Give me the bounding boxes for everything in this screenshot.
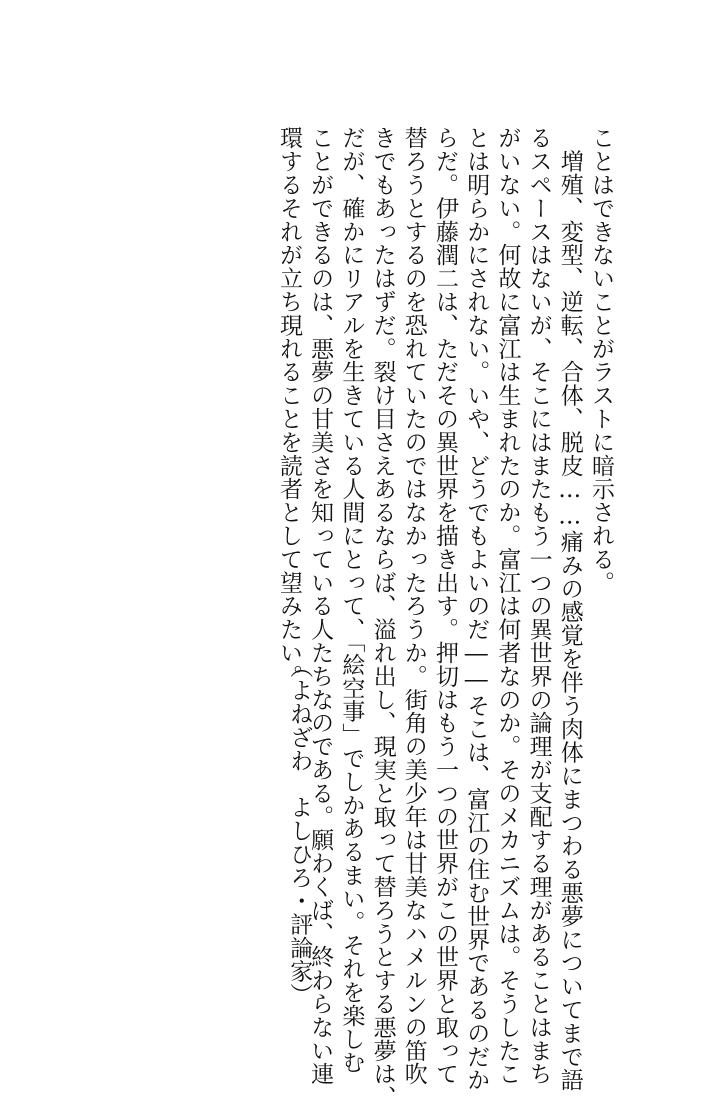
text-line: とは明らかにされない。いや、どうでもよいのだ――そこは、富江の住む世界であるのだか <box>463 126 490 1092</box>
text-line: ことができるのは、悪夢の甘美さを知っている人たちなのである。願わくば、終わらない連 <box>307 126 334 1086</box>
text-line: らだ。伊藤潤二は、ただその異世界を描き出す。押切はもう一つの世界がこの世界と取って <box>431 126 458 1086</box>
text-line: きでもあったはずだ。裂け目さえあるならば、溢れ出し、現実と取って替ろうとする悪夢は、 <box>369 126 396 1109</box>
author-signature: （よねざわ よしひろ・評論家） <box>286 655 313 1006</box>
text-line: 増殖、変型、逆転、合体、脱皮……痛みの感覚を伴う肉体にまつわる悪夢についてまで語 <box>556 126 583 1092</box>
text-line: ことはできないことがラストに暗示される。 <box>588 126 614 594</box>
text-line: だが、確かにリアルを生きている人間にとって、「絵空事」でしかあるまい。それを楽しむ <box>338 126 365 1074</box>
text-line: がいない。何故に富江は生まれたのか。富江は何者なのか。そのメカニズムは。そうしたこ <box>494 126 521 1086</box>
text-line: るスペースはないが、そこにはまたもう一つの異世界の論理が支配する理があることはまち <box>525 126 552 1086</box>
text-line: 環するそれが立ち現れることを読者として望みたい。 <box>275 126 302 688</box>
body-text <box>273 126 616 1109</box>
text-line: 替ろうとするのを恐れていたのではなかったろうか。街角の美少年は甘美なハメルンの笛吹 <box>400 126 427 1086</box>
